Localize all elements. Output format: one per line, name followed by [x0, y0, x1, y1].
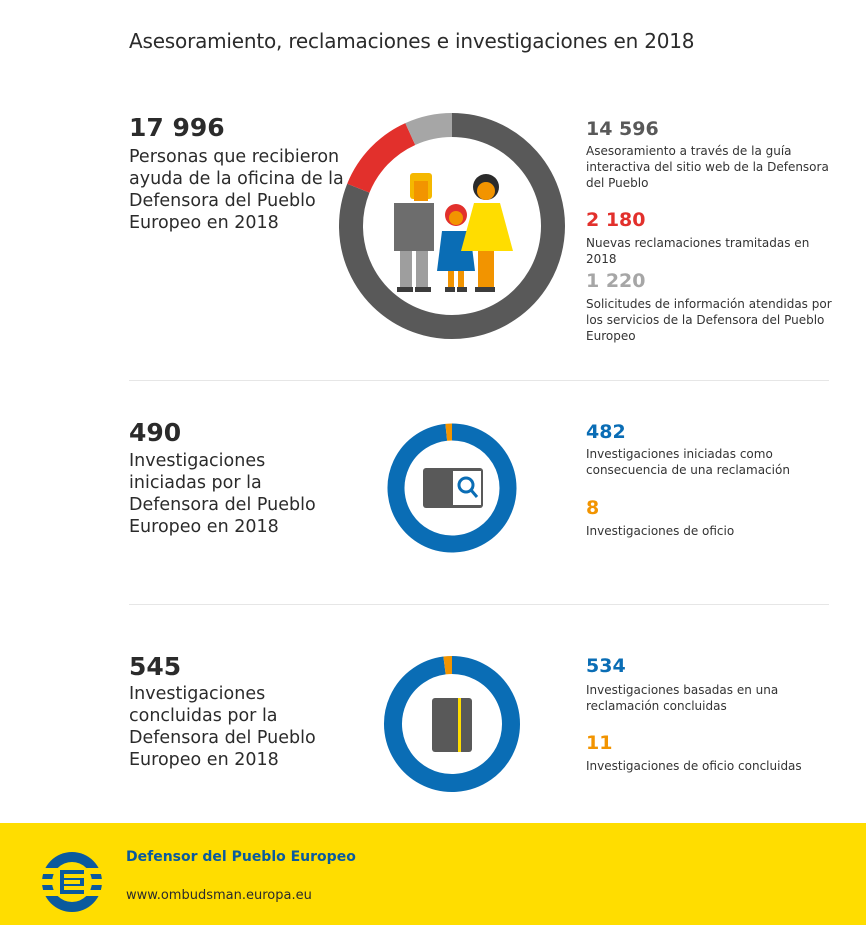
total-persons-label: Personas que recibieron ayuda de la oficina de la Defensora del Pueblo Europeo en 2018 — [129, 147, 344, 233]
total-closed-label: Investigaciones concluidas por la Defensora del Pueblo Europeo en 2018 — [129, 684, 316, 770]
total-closed: 545 — [129, 652, 182, 681]
family-icon — [394, 173, 513, 292]
opened-donut-chart — [386, 422, 518, 554]
closed-donut-chart — [382, 654, 522, 794]
closed-folder-icon — [432, 698, 472, 752]
total-persons: 17 996 — [129, 113, 225, 142]
donut-slice-2 — [410, 125, 452, 134]
stat-label: Investigaciones de oficio — [586, 524, 735, 538]
stat-label: Investigaciones basadas en una reclamación concluidas — [586, 683, 779, 713]
stat-label: Investigaciones iniciadas como consecuencia de una reclamación — [586, 447, 790, 477]
stat-value: 1 220 — [586, 270, 646, 292]
stat-label: Investigaciones de oficio concluidas — [586, 759, 802, 773]
page-title: Asesoramiento, reclamaciones e investigaciones en 2018 — [129, 29, 695, 53]
folder-search-icon — [423, 468, 483, 508]
stat-value: 534 — [586, 655, 626, 677]
section-divider — [129, 380, 829, 381]
stat-value: 482 — [586, 421, 626, 443]
stat-label: Solicitudes de información atendidas por los servicios de la Defensora del Pueblo Europeo — [586, 297, 832, 343]
stat-value: 14 596 — [586, 118, 659, 140]
stat-value: 2 180 — [586, 209, 646, 231]
stat-label: Asesoramiento a través de la guía interactiva del sitio web de la Defensora del Pueblo — [586, 144, 829, 190]
section-divider — [129, 604, 829, 605]
footer-org-name: Defensor del Pueblo Europeo — [126, 849, 356, 865]
stat-value: 11 — [586, 732, 613, 754]
total-opened-label: Investigaciones iniciadas por la Defensora del Pueblo Europeo en 2018 — [129, 451, 316, 537]
stat-label: Nuevas reclamaciones tramitadas en 2018 — [586, 236, 810, 266]
total-opened: 490 — [129, 418, 182, 447]
stat-value: 8 — [586, 497, 600, 519]
footer — [0, 823, 866, 925]
persons-donut-chart — [337, 111, 567, 341]
footer-url-link[interactable]: www.ombudsman.europa.eu — [126, 888, 312, 903]
donut-slice-1 — [358, 134, 410, 188]
ombudsman-logo-icon — [40, 850, 104, 914]
